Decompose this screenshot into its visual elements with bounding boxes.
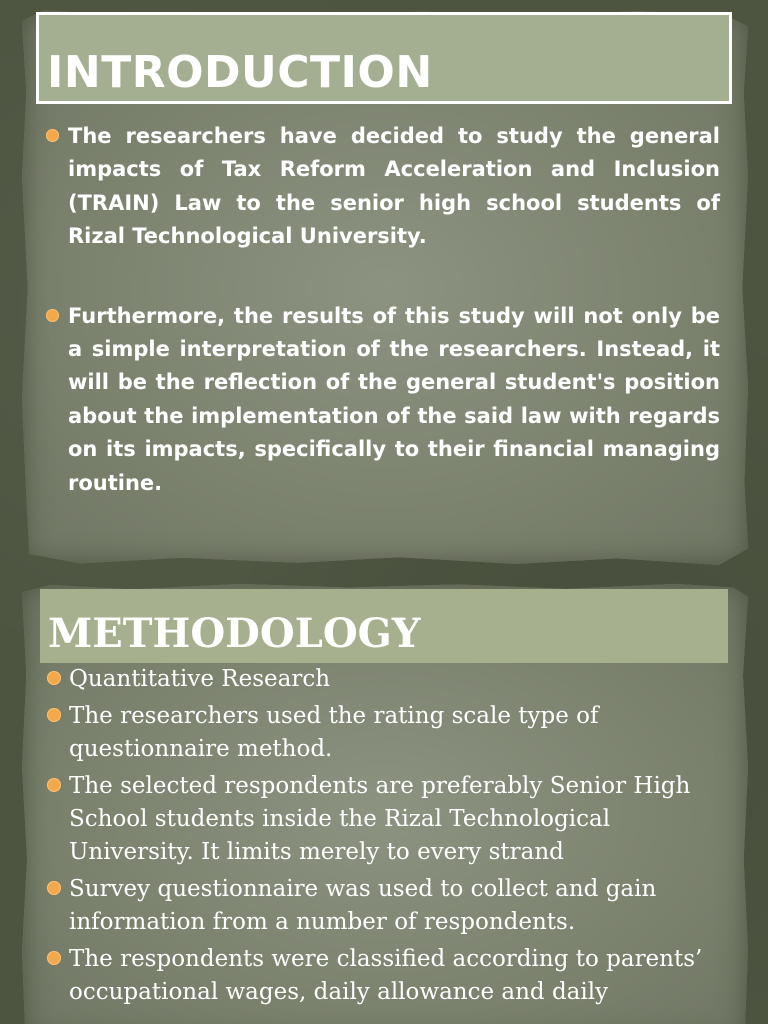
- methodology-bullet-text: The researchers used the rating scale type of questionnaire method.: [69, 703, 599, 762]
- methodology-slide: [0, 575, 768, 1024]
- introduction-bullet-text: Furthermore, the results of this study will not only be a simple interpretation of the researchers. Instead, it will be the reflection of the general student's position about the implementation of the said law with regards on its impacts, specifically to their financial managing routine.: [68, 303, 720, 495]
- introduction-bullet-text: The researchers have decided to study the general impacts of Tax Reform Acceleration and Inclusion (TRAIN) Law to the senior high school students of Rizal Technological University.: [68, 124, 720, 249]
- introduction-title-box: [36, 12, 732, 104]
- introduction-bullet: [68, 120, 720, 254]
- bullet-dot-icon: [47, 708, 61, 722]
- methodology-bullet-text: The respondents were classified according to parents’ occupational wages, daily allowance and daily: [69, 946, 703, 1005]
- methodology-bullet: [69, 700, 729, 766]
- introduction-bullet: [68, 300, 720, 500]
- methodology-title: METHODOLOGY: [48, 610, 421, 657]
- methodology-bullet-text: Survey questionnaire was used to collect and gain information from a number of respondents.: [69, 876, 657, 935]
- methodology-bullet: [69, 663, 729, 696]
- methodology-bullet: [69, 770, 729, 869]
- methodology-title-box: [40, 589, 728, 663]
- bullet-dot-icon: [47, 951, 61, 965]
- bullet-dot-icon: [46, 129, 59, 142]
- methodology-bullet-list: [69, 663, 729, 1009]
- bullet-dot-icon: [47, 778, 61, 792]
- methodology-bullet: [69, 943, 729, 1009]
- bullet-dot-icon: [47, 671, 61, 685]
- introduction-bullet-list: [68, 120, 720, 500]
- methodology-bullet-text: The selected respondents are preferably Senior High School students inside the Rizal Technological University. It limits merely to every strand: [69, 773, 691, 865]
- methodology-bullet: [69, 873, 729, 939]
- bullet-dot-icon: [47, 881, 61, 895]
- introduction-title: INTRODUCTION: [47, 47, 433, 98]
- methodology-bullet-text: Quantitative Research: [69, 666, 331, 692]
- bullet-dot-icon: [46, 309, 59, 322]
